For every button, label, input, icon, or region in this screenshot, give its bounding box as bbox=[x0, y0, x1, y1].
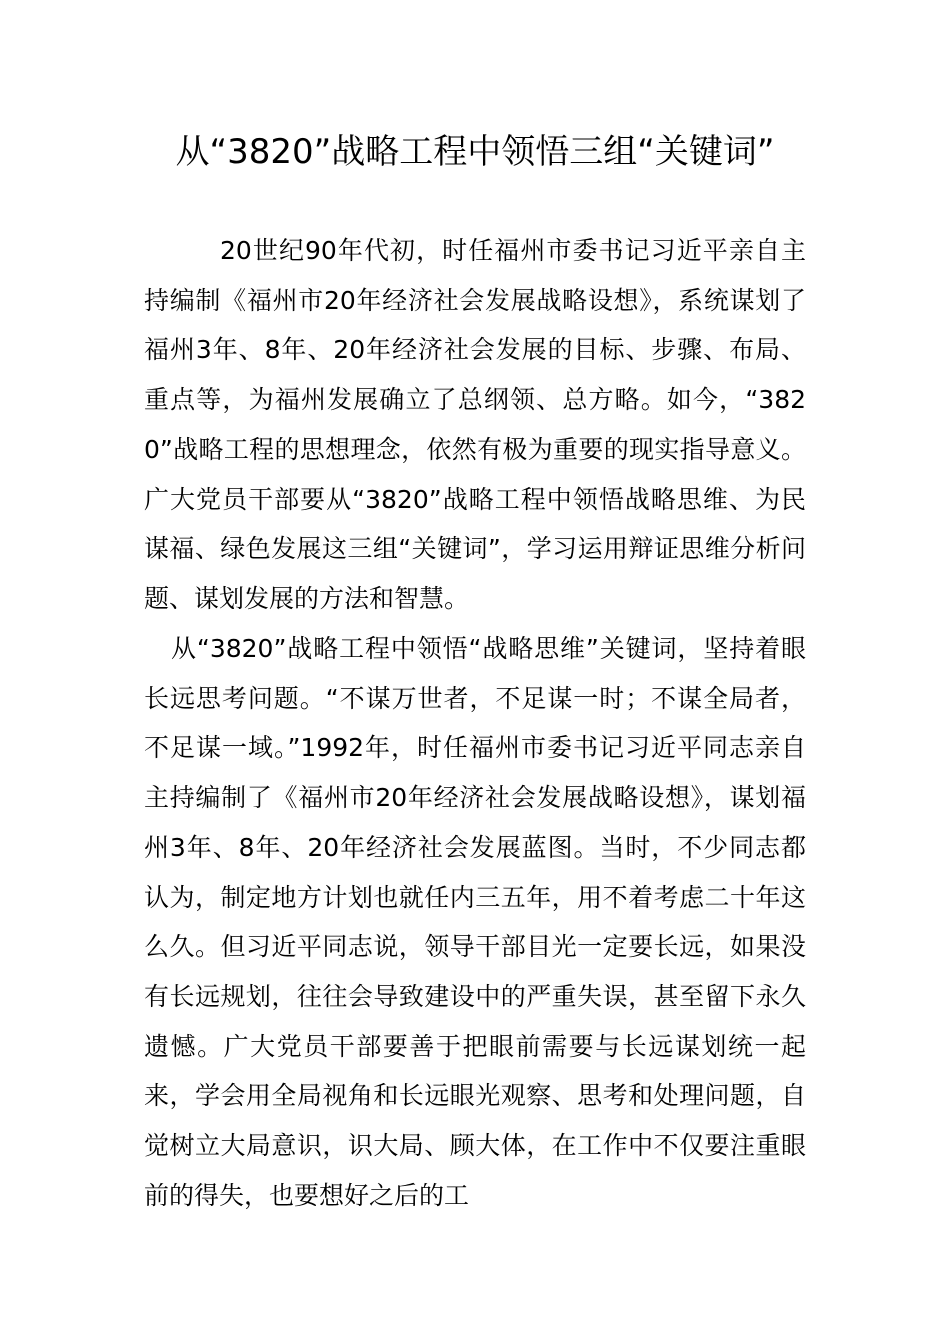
paragraph-strategic-thinking: 从“3820”战略工程中领悟“战略思维”关键词，坚持着眼长远思考问题。“不谋万世者，不足谋一时；不谋全局者，不足谋一域。”1992年，时任福州市委书记习近平同志亲自主持编制了《福州市20年经济社会发展战略设想》，谋划福州3年、8年、20年经济社会发展蓝图。当时，不少同志都认为，制定地方计划也就任内三五年，用不着考虑二十年这么久。但习近平同志说，领导干部目光一定要长远，如果没有长远规划，往往会导致建设中的严重失误，甚至留下永久遗憾。广大党员干部要善于把眼前需要与长远谋划统一起来，学会用全局视角和长远眼光观察、思考和处理问题，自觉树立大局意识，识大局、顾大体，在工作中不仅要注重眼前的得失，也要想好之后的工 bbox=[144, 634, 806, 1210]
paragraph-intro: 20世纪90年代初，时任福州市委书记习近平亲自主持编制《福州市20年经济社会发展战略设想》，系统谋划了福州3年、8年、20年经济社会发展的目标、步骤、布局、重点等，为福州发展确立了总纲领、总方略。如今，“3820”战略工程的思想理念，依然有极为重要的现实指导意义。广大党员干部要从“3820”战略工程中领悟战略思维、为民谋福、绿色发展这三组“关键词”，学习运用辩证思维分析问题、谋划发展的方法和智慧。 bbox=[144, 236, 806, 613]
document-title: 从“3820”战略工程中领悟三组“关键词” bbox=[175, 132, 775, 172]
